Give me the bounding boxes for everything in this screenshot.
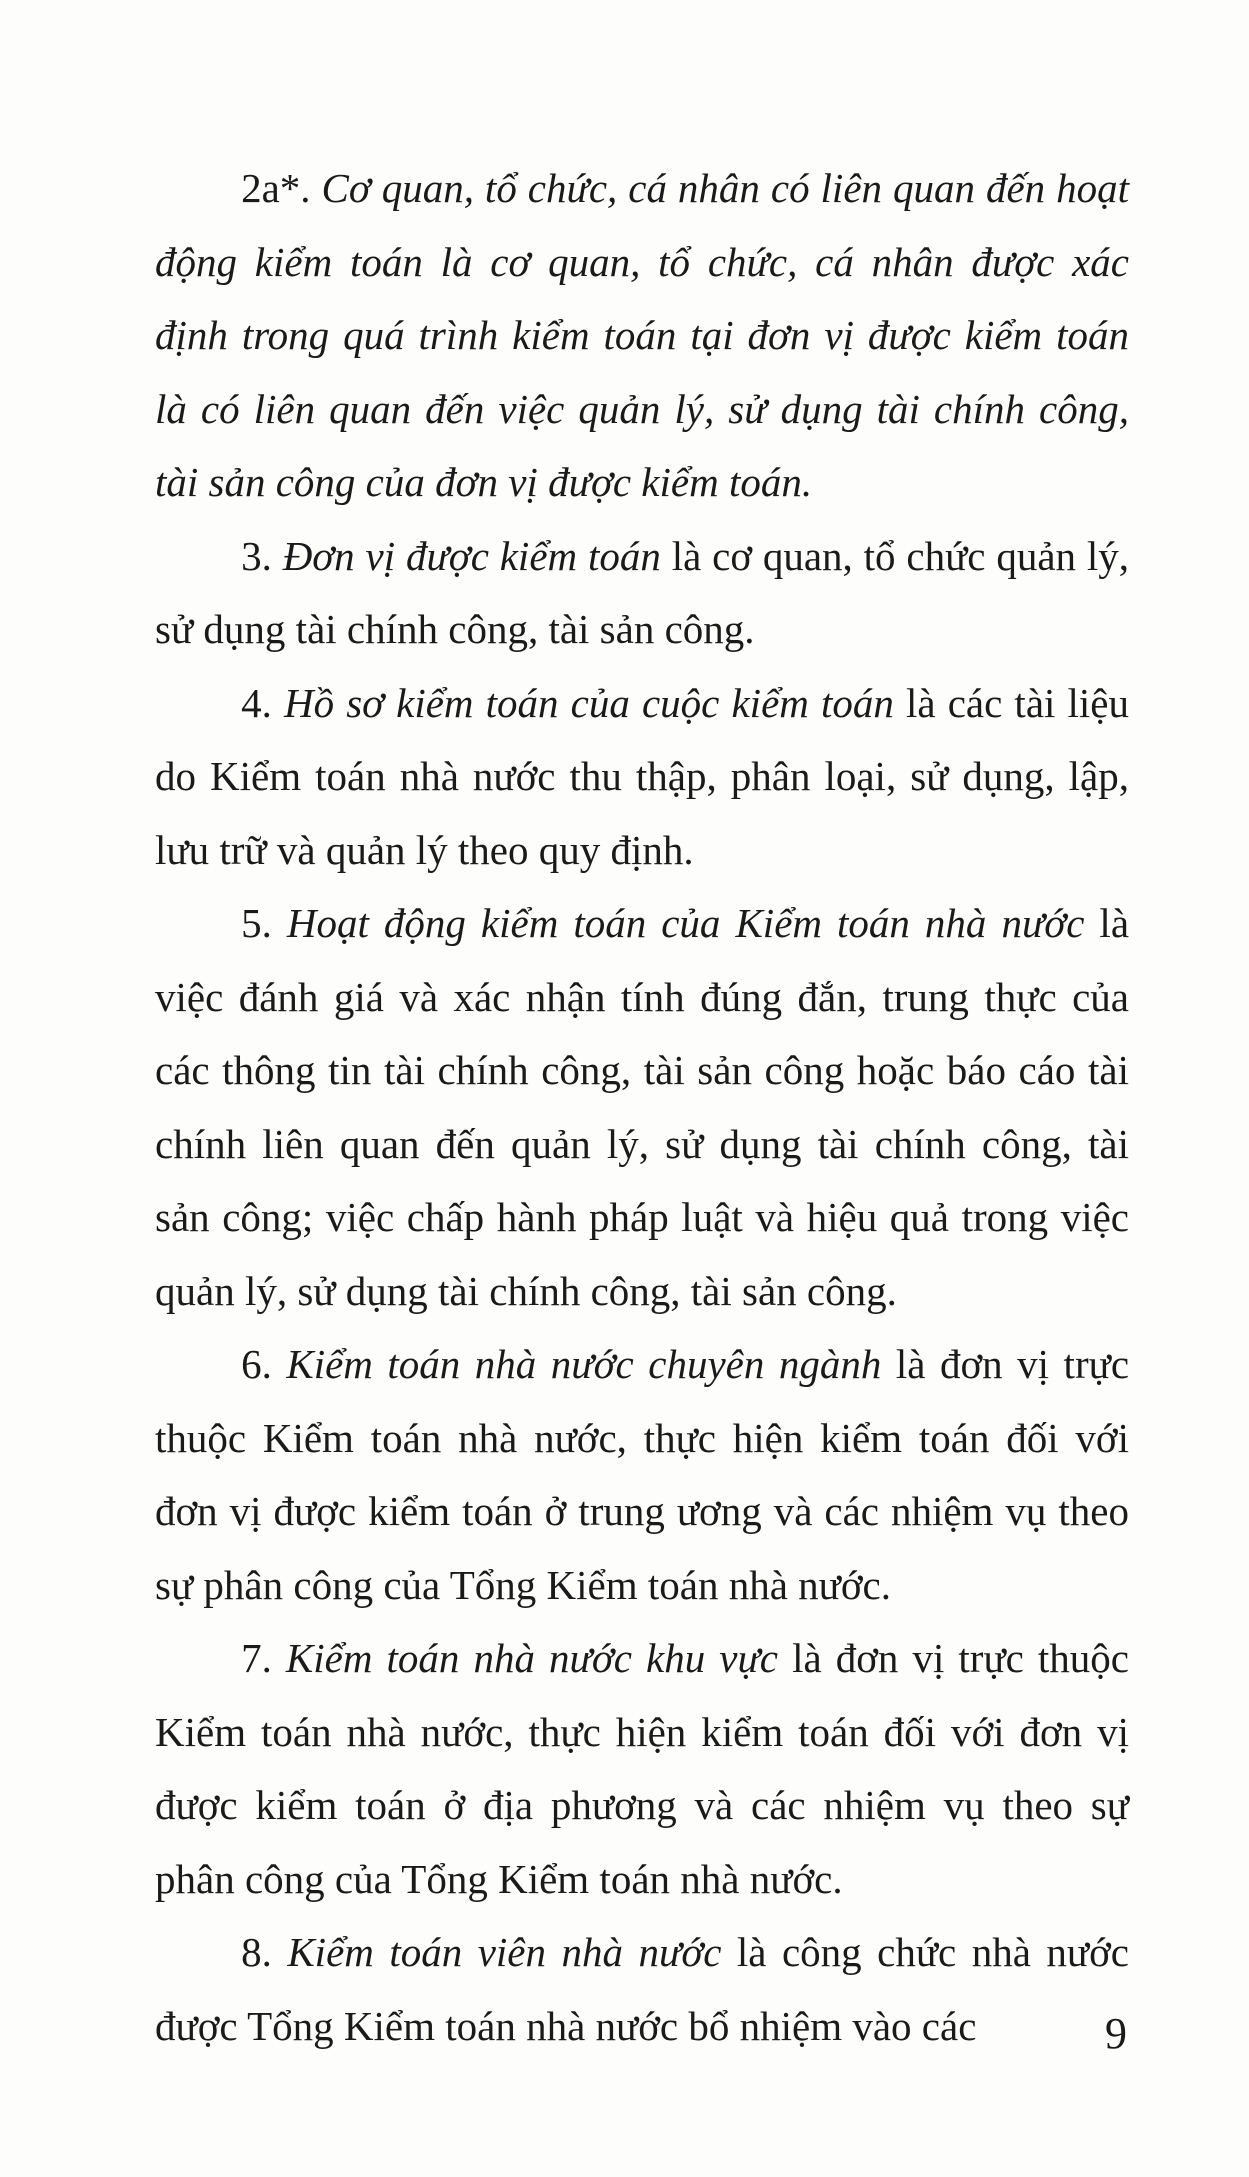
paragraph-body: là việc đánh giá và xác nhận tính đúng đắn, trung thực của các thông tin tài chính công, tài sản công hoặc báo cáo tài chính liên quan đến quản lý, sử dụng tài chính công, tài sản công; việc chấp hành pháp luật và hiệu quả trong việc quản lý, sử dụng tài chính công, tài sản công. [155,900,1130,1314]
paragraph-number: 4. [241,679,272,726]
paragraph-body: là đơn vị trực thuộc Kiểm toán nhà nước, thực hiện kiểm toán đối với đơn vị được kiểm toán ở trung ương và các nhiệm vụ theo sự phân công của Tổng Kiểm toán nhà nước. [155,1341,1130,1608]
paragraph-number: 7. [241,1635,272,1681]
paragraph-7 [155,1622,1129,1916]
paragraph-term: Cơ quan, tổ chức, cá nhân có liên quan đến hoạt động kiểm toán là cơ quan, tổ chức, cá nhân được xác định trong quá trình kiểm toán tại đơn vị được kiểm toán là có liên quan đến việc quản lý, sử dụng tài chính công, tài sản công của đơn vị được kiểm toán. [155,165,1130,505]
paragraph-3 [155,520,1129,667]
paragraph-term: Hoạt động kiểm toán của Kiểm toán nhà nước [286,900,1085,946]
paragraph-number: 6. [241,1341,272,1387]
paragraph-6 [155,1328,1129,1622]
page-number: 9 [1105,2009,1127,2058]
paragraph-body: là cơ quan, tổ chức quản lý, sử dụng tài chính công, tài sản công. [155,532,1130,652]
body-text [155,152,1129,2063]
paragraph-5 [155,887,1129,1328]
paragraph-term: Đơn vị được kiểm toán [282,532,661,579]
paragraph-term: Kiểm toán nhà nước khu vực [285,1635,779,1681]
paragraph-number: 2a*. [241,165,311,211]
paragraph-term: Kiểm toán nhà nước chuyên ngành [286,1341,882,1387]
paragraph-8 [155,1916,1129,2063]
paragraph-4 [155,667,1129,888]
paragraph-body: là đơn vị trực thuộc Kiểm toán nhà nước, thực hiện kiểm toán đối với đơn vị được kiểm toán ở địa phương và các nhiệm vụ theo sự phân công của Tổng Kiểm toán nhà nước. [155,1635,1130,1902]
paragraph-body: là công chức nhà nước được Tổng Kiểm toán nhà nước bổ nhiệm vào các [155,1929,1130,2049]
paragraph-2a [155,152,1129,520]
paragraph-number: 8. [241,1929,272,1975]
paragraph-number: 3. [241,532,272,579]
paragraph-number: 5. [241,900,272,946]
paragraph-body: là các tài liệu do Kiểm toán nhà nước thu thập, phân loại, sử dụng, lập, lưu trữ và quản lý theo quy định. [155,679,1130,873]
paragraph-term: Kiểm toán viên nhà nước [287,1929,722,1975]
paragraph-term: Hồ sơ kiểm toán của cuộc kiểm toán [283,679,894,726]
